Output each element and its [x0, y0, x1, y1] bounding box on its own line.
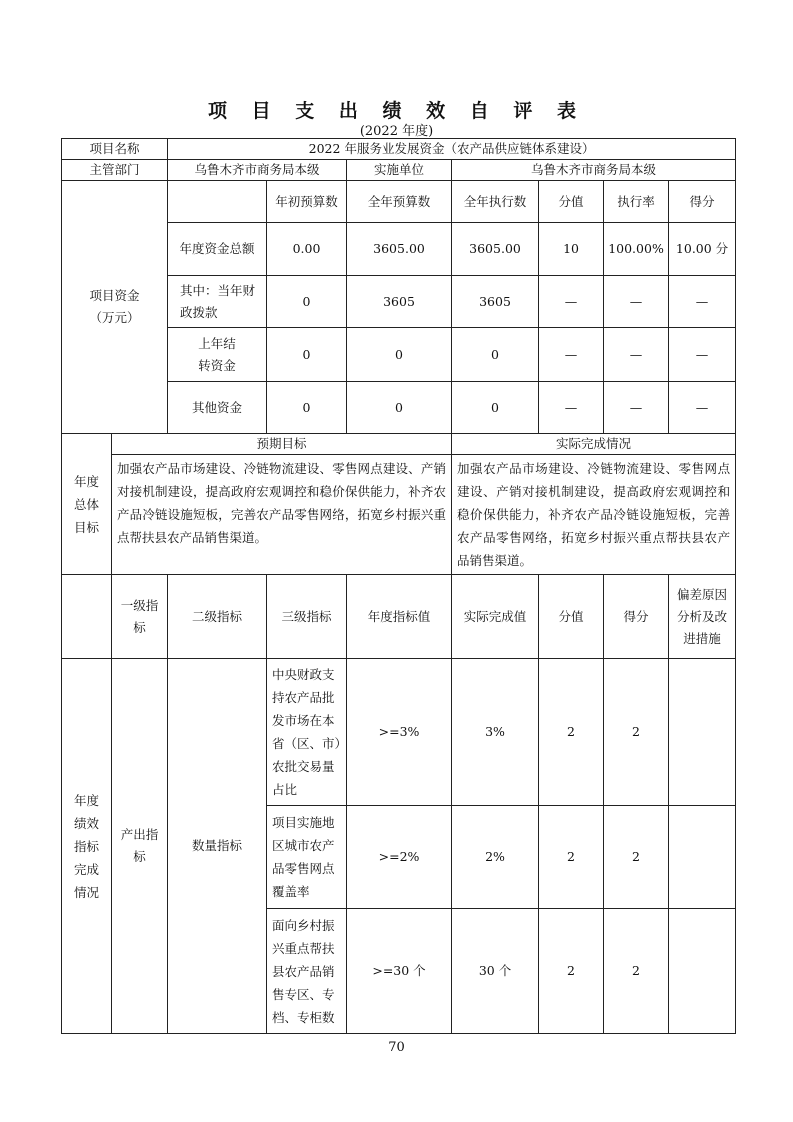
funds-header-col4: 分值 — [539, 181, 604, 223]
funds-cell: — — [669, 328, 736, 382]
funds-cell: — — [604, 382, 669, 434]
indicator-reason — [669, 806, 736, 909]
funds-cell: 0.00 — [267, 223, 347, 276]
indicator-score: 2 — [604, 909, 669, 1034]
funds-header-row — [62, 181, 736, 223]
indicator-score: 2 — [604, 659, 669, 806]
funds-header-col1: 年初预算数 — [267, 181, 347, 223]
funds-cell: 0 — [267, 276, 347, 328]
impl-value: 乌鲁木齐市商务局本级 — [452, 160, 736, 181]
actual-goal-header: 实际完成情况 — [452, 434, 736, 455]
funds-cell: — — [604, 328, 669, 382]
indicator-header: 二级指标 — [168, 575, 267, 659]
funds-cell: 0 — [452, 328, 539, 382]
indicator-header: 偏差原因分析及改进措施 — [669, 575, 736, 659]
funds-row-label: 年度资金总额 — [168, 223, 267, 276]
funds-header-col2: 全年预算数 — [347, 181, 452, 223]
indicator-target: >=3% — [347, 659, 452, 806]
indicator-name: 项目实施地区城市农产品零售网点覆盖率 — [267, 806, 347, 909]
indicators-header-empty — [62, 575, 112, 659]
funds-cell: 10.00 分 — [669, 223, 736, 276]
funds-cell: 0 — [347, 382, 452, 434]
indicator-level1: 产出指标 — [112, 659, 168, 1034]
funds-header-empty — [168, 181, 267, 223]
goals-header-row — [62, 434, 736, 455]
indicator-row — [62, 659, 736, 806]
funds-cell: 10 — [539, 223, 604, 276]
project-name-label: 项目名称 — [62, 139, 168, 160]
indicator-header: 三级指标 — [267, 575, 347, 659]
page-title: 项 目 支 出 绩 效 自 评 表 — [208, 100, 585, 122]
indicator-header: 实际完成值 — [452, 575, 539, 659]
funds-row-label: 其中：当年财政拨款 — [168, 276, 267, 328]
funds-cell: 3605.00 — [347, 223, 452, 276]
dept-label: 主管部门 — [62, 160, 168, 181]
indicator-actual: 3% — [452, 659, 539, 806]
indicator-name: 中央财政支持农产品批发市场在本省（区、市）农批交易量占比 — [267, 659, 347, 806]
funds-header-col6: 得分 — [669, 181, 736, 223]
department-row — [62, 160, 736, 181]
funds-cell: 0 — [452, 382, 539, 434]
dept-value: 乌鲁木齐市商务局本级 — [168, 160, 347, 181]
project-name-row — [62, 139, 736, 160]
indicator-target: >=30 个 — [347, 909, 452, 1034]
funds-cell: — — [604, 276, 669, 328]
funds-cell: 0 — [347, 328, 452, 382]
indicator-level2: 数量指标 — [168, 659, 267, 1034]
indicator-reason — [669, 909, 736, 1034]
indicator-score: 2 — [604, 806, 669, 909]
indicator-actual: 30 个 — [452, 909, 539, 1034]
indicator-target: >=2% — [347, 806, 452, 909]
indicator-score-value: 2 — [539, 806, 604, 909]
indicator-reason — [669, 659, 736, 806]
funds-header-col3: 全年执行数 — [452, 181, 539, 223]
indicators-section-label: 年度绩效指标完成情况 — [62, 659, 112, 1034]
indicator-actual: 2% — [452, 806, 539, 909]
funds-cell: 3605 — [452, 276, 539, 328]
impl-label: 实施单位 — [347, 160, 452, 181]
expected-goal-header: 预期目标 — [112, 434, 452, 455]
funds-cell: — — [669, 382, 736, 434]
goals-label: 年度总体目标 — [62, 434, 112, 575]
page-subtitle: (2022 年度) — [359, 124, 434, 139]
indicator-header: 得分 — [604, 575, 669, 659]
indicator-header: 年度指标值 — [347, 575, 452, 659]
page-number: 70 — [388, 1040, 405, 1055]
expected-goal-text: 加强农产品市场建设、冷链物流建设、零售网点建设、产销对接机制建设，提高政府宏观调控和稳价保供能力，补齐农产品冷链设施短板，完善农产品零售网络，拓宽乡村振兴重点帮扶县农产品销售渠道。 — [112, 455, 452, 575]
funds-cell: — — [539, 382, 604, 434]
funds-row-label: 上年结转资金 — [168, 328, 267, 382]
funds-header-col5: 执行率 — [604, 181, 669, 223]
funds-cell: 100.00% — [604, 223, 669, 276]
funds-cell: 0 — [267, 328, 347, 382]
funds-row-label: 其他资金 — [168, 382, 267, 434]
indicators-header-row — [62, 575, 736, 659]
funds-cell: — — [539, 328, 604, 382]
goals-text-row — [62, 455, 736, 575]
indicator-header: 一级指标 — [112, 575, 168, 659]
funds-cell: 3605 — [347, 276, 452, 328]
indicator-score-value: 2 — [539, 909, 604, 1034]
funds-cell: 0 — [267, 382, 347, 434]
indicator-name: 面向乡村振兴重点帮扶县农产品销售专区、专档、专柜数 — [267, 909, 347, 1034]
performance-table — [61, 138, 736, 1034]
indicator-score-value: 2 — [539, 659, 604, 806]
indicator-header: 分值 — [539, 575, 604, 659]
funds-label: 项目资金（万元） — [62, 181, 168, 434]
funds-cell: 3605.00 — [452, 223, 539, 276]
actual-goal-text: 加强农产品市场建设、冷链物流建设、零售网点建设、产销对接机制建设，提高政府宏观调控和稳价保供能力，补齐农产品冷链设施短板，完善农产品零售网络，拓宽乡村振兴重点帮扶县农产品销售渠道。 — [452, 455, 736, 575]
funds-cell: — — [669, 276, 736, 328]
funds-cell: — — [539, 276, 604, 328]
project-name-value: 2022 年服务业发展资金（农产品供应链体系建设） — [168, 139, 736, 160]
